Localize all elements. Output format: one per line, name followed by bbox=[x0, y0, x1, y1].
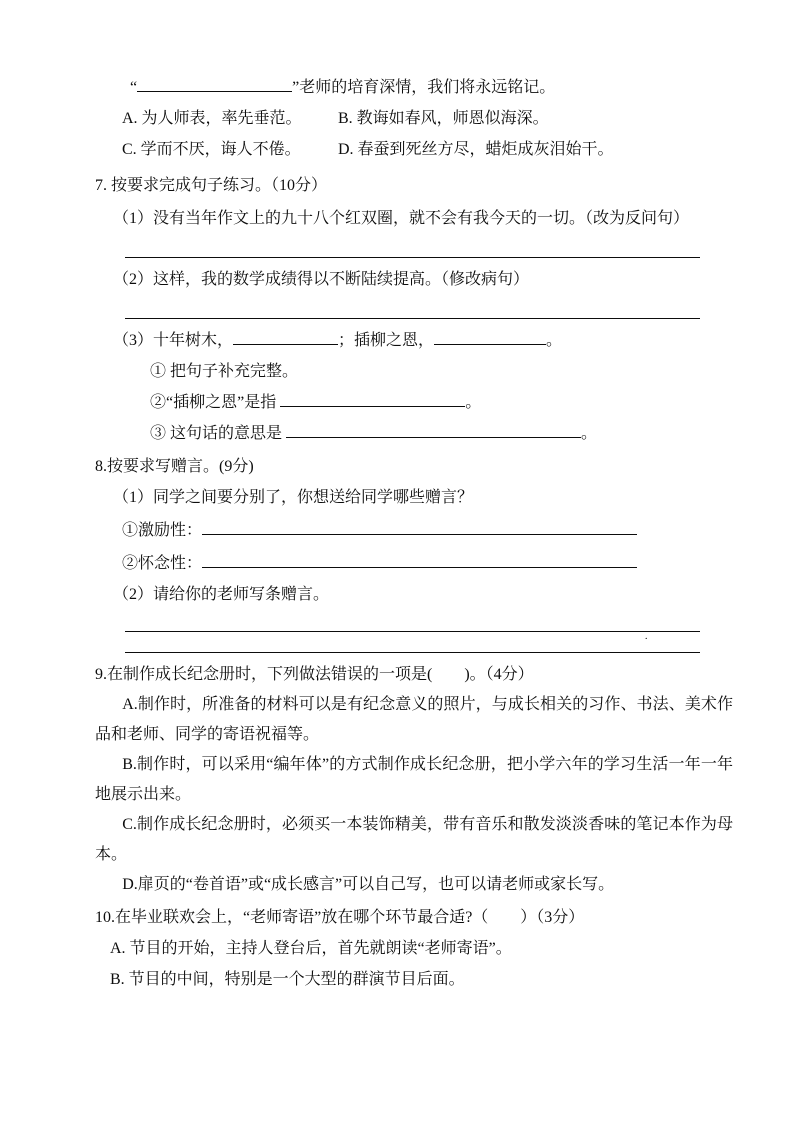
intro-answer-blank bbox=[137, 76, 292, 92]
q7-sub-2-period: 。 bbox=[465, 394, 482, 411]
q7-sub-3-blank bbox=[286, 422, 581, 438]
question-8-title: 8.按要求写赠言。(9分) bbox=[95, 458, 254, 475]
question-7-title: 7. 按要求完成句子练习。（10分） bbox=[95, 177, 328, 194]
intro-option-d: D. 春蚕到死丝方尽，蜡炬成灰泪始干。 bbox=[338, 141, 614, 158]
q8-answer-line-1 bbox=[125, 610, 700, 632]
stray-dot-mark: · bbox=[644, 633, 648, 645]
intro-option-b: B. 教诲如春风，师恩似海深。 bbox=[338, 110, 549, 127]
q7-item-3-part-1: （3）十年树木， bbox=[113, 332, 234, 349]
q7-sub-2-blank bbox=[280, 391, 465, 407]
q7-item-3-part-3: 。 bbox=[546, 332, 563, 349]
intro-options-row-2 bbox=[122, 134, 733, 165]
q8-item-2: （2）请给你的老师写条赠言。 bbox=[113, 586, 330, 603]
q8-label-remembrance: ②怀念性： bbox=[122, 555, 203, 572]
question-10-title: 10.在毕业联欢会上，“老师寄语”放在哪个环节最合适?（ ）（3分） bbox=[95, 909, 585, 926]
question-9-title: 9.在制作成长纪念册时，下列做法错误的一项是( )。（4分） bbox=[95, 666, 534, 683]
q7-sub-3 bbox=[150, 418, 733, 449]
q7-sub-3-period: 。 bbox=[581, 425, 598, 442]
q9-option-d: D.扉页的“卷首语”或“成长感言”可以自己写，也可以请老师或家长写。 bbox=[122, 876, 615, 893]
q7-item-3-part-2: ；插柳之恩， bbox=[338, 332, 435, 349]
intro-open-quote: “ bbox=[130, 79, 138, 96]
q7-sub-2-label: ②“插柳之恩”是指 bbox=[150, 394, 277, 411]
q8-blank-remembrance bbox=[202, 552, 637, 568]
q7-item-3-blank-1 bbox=[233, 329, 338, 345]
q9-option-a: A.制作时，所准备的材料可以是有纪念意义的照片，与成长相关的习作、书法、美术作品和老师、同学的寄语祝福等。 bbox=[95, 696, 733, 743]
intro-sentence bbox=[130, 72, 733, 103]
q7-sub-2 bbox=[150, 387, 733, 418]
intro-options-row-1 bbox=[122, 103, 733, 134]
q7-item-2: （2）这样，我的数学成绩得以不断陆续提高。（修改病句） bbox=[113, 271, 530, 288]
intro-sentence-text: ”老师的培育深情，我们将永远铭记。 bbox=[292, 79, 556, 96]
q8-blank-row-1 bbox=[122, 515, 733, 546]
q8-answer-area bbox=[95, 610, 733, 653]
q7-item-3-blank-2 bbox=[434, 329, 546, 345]
q8-blank-row-2 bbox=[122, 548, 733, 579]
q7-item-2-answer-line bbox=[125, 295, 700, 319]
q8-label-incentive: ①激励性： bbox=[122, 522, 203, 539]
q8-answer-line-2 bbox=[125, 632, 700, 653]
intro-option-a: A. 为人师表，率先垂范。 bbox=[122, 110, 302, 127]
q9-option-b: B.制作时，可以采用“编年体”的方式制作成长纪念册，把小学六年的学习生活一年一年地展示出来。 bbox=[95, 756, 733, 803]
q8-blank-incentive bbox=[202, 519, 637, 535]
q7-sub-1: ① 把句子补充完整。 bbox=[150, 363, 299, 380]
q10-option-b: B. 节目的中间，特别是一个大型的群演节目后面。 bbox=[110, 971, 465, 988]
q10-option-a: A. 节目的开始，主持人登台后，首先就朗读“老师寄语”。 bbox=[110, 940, 512, 957]
q8-item-1: （1）同学之间要分别了，你想送给同学哪些赠言？ bbox=[113, 489, 474, 506]
q9-option-c: C.制作成长纪念册时，必须买一本装饰精美，带有音乐和散发淡淡香味的笔记本作为母本。 bbox=[95, 816, 733, 863]
q7-item-3 bbox=[113, 325, 733, 356]
q7-sub-3-label: ③ 这句话的意思是 bbox=[150, 425, 283, 442]
q7-item-1: （1）没有当年作文上的九十八个红双圈，就不会有我今天的一切。（改为反问句） bbox=[113, 210, 690, 227]
q7-item-1-answer-line bbox=[125, 234, 700, 258]
intro-option-c: C. 学而不厌，诲人不倦。 bbox=[122, 141, 301, 158]
